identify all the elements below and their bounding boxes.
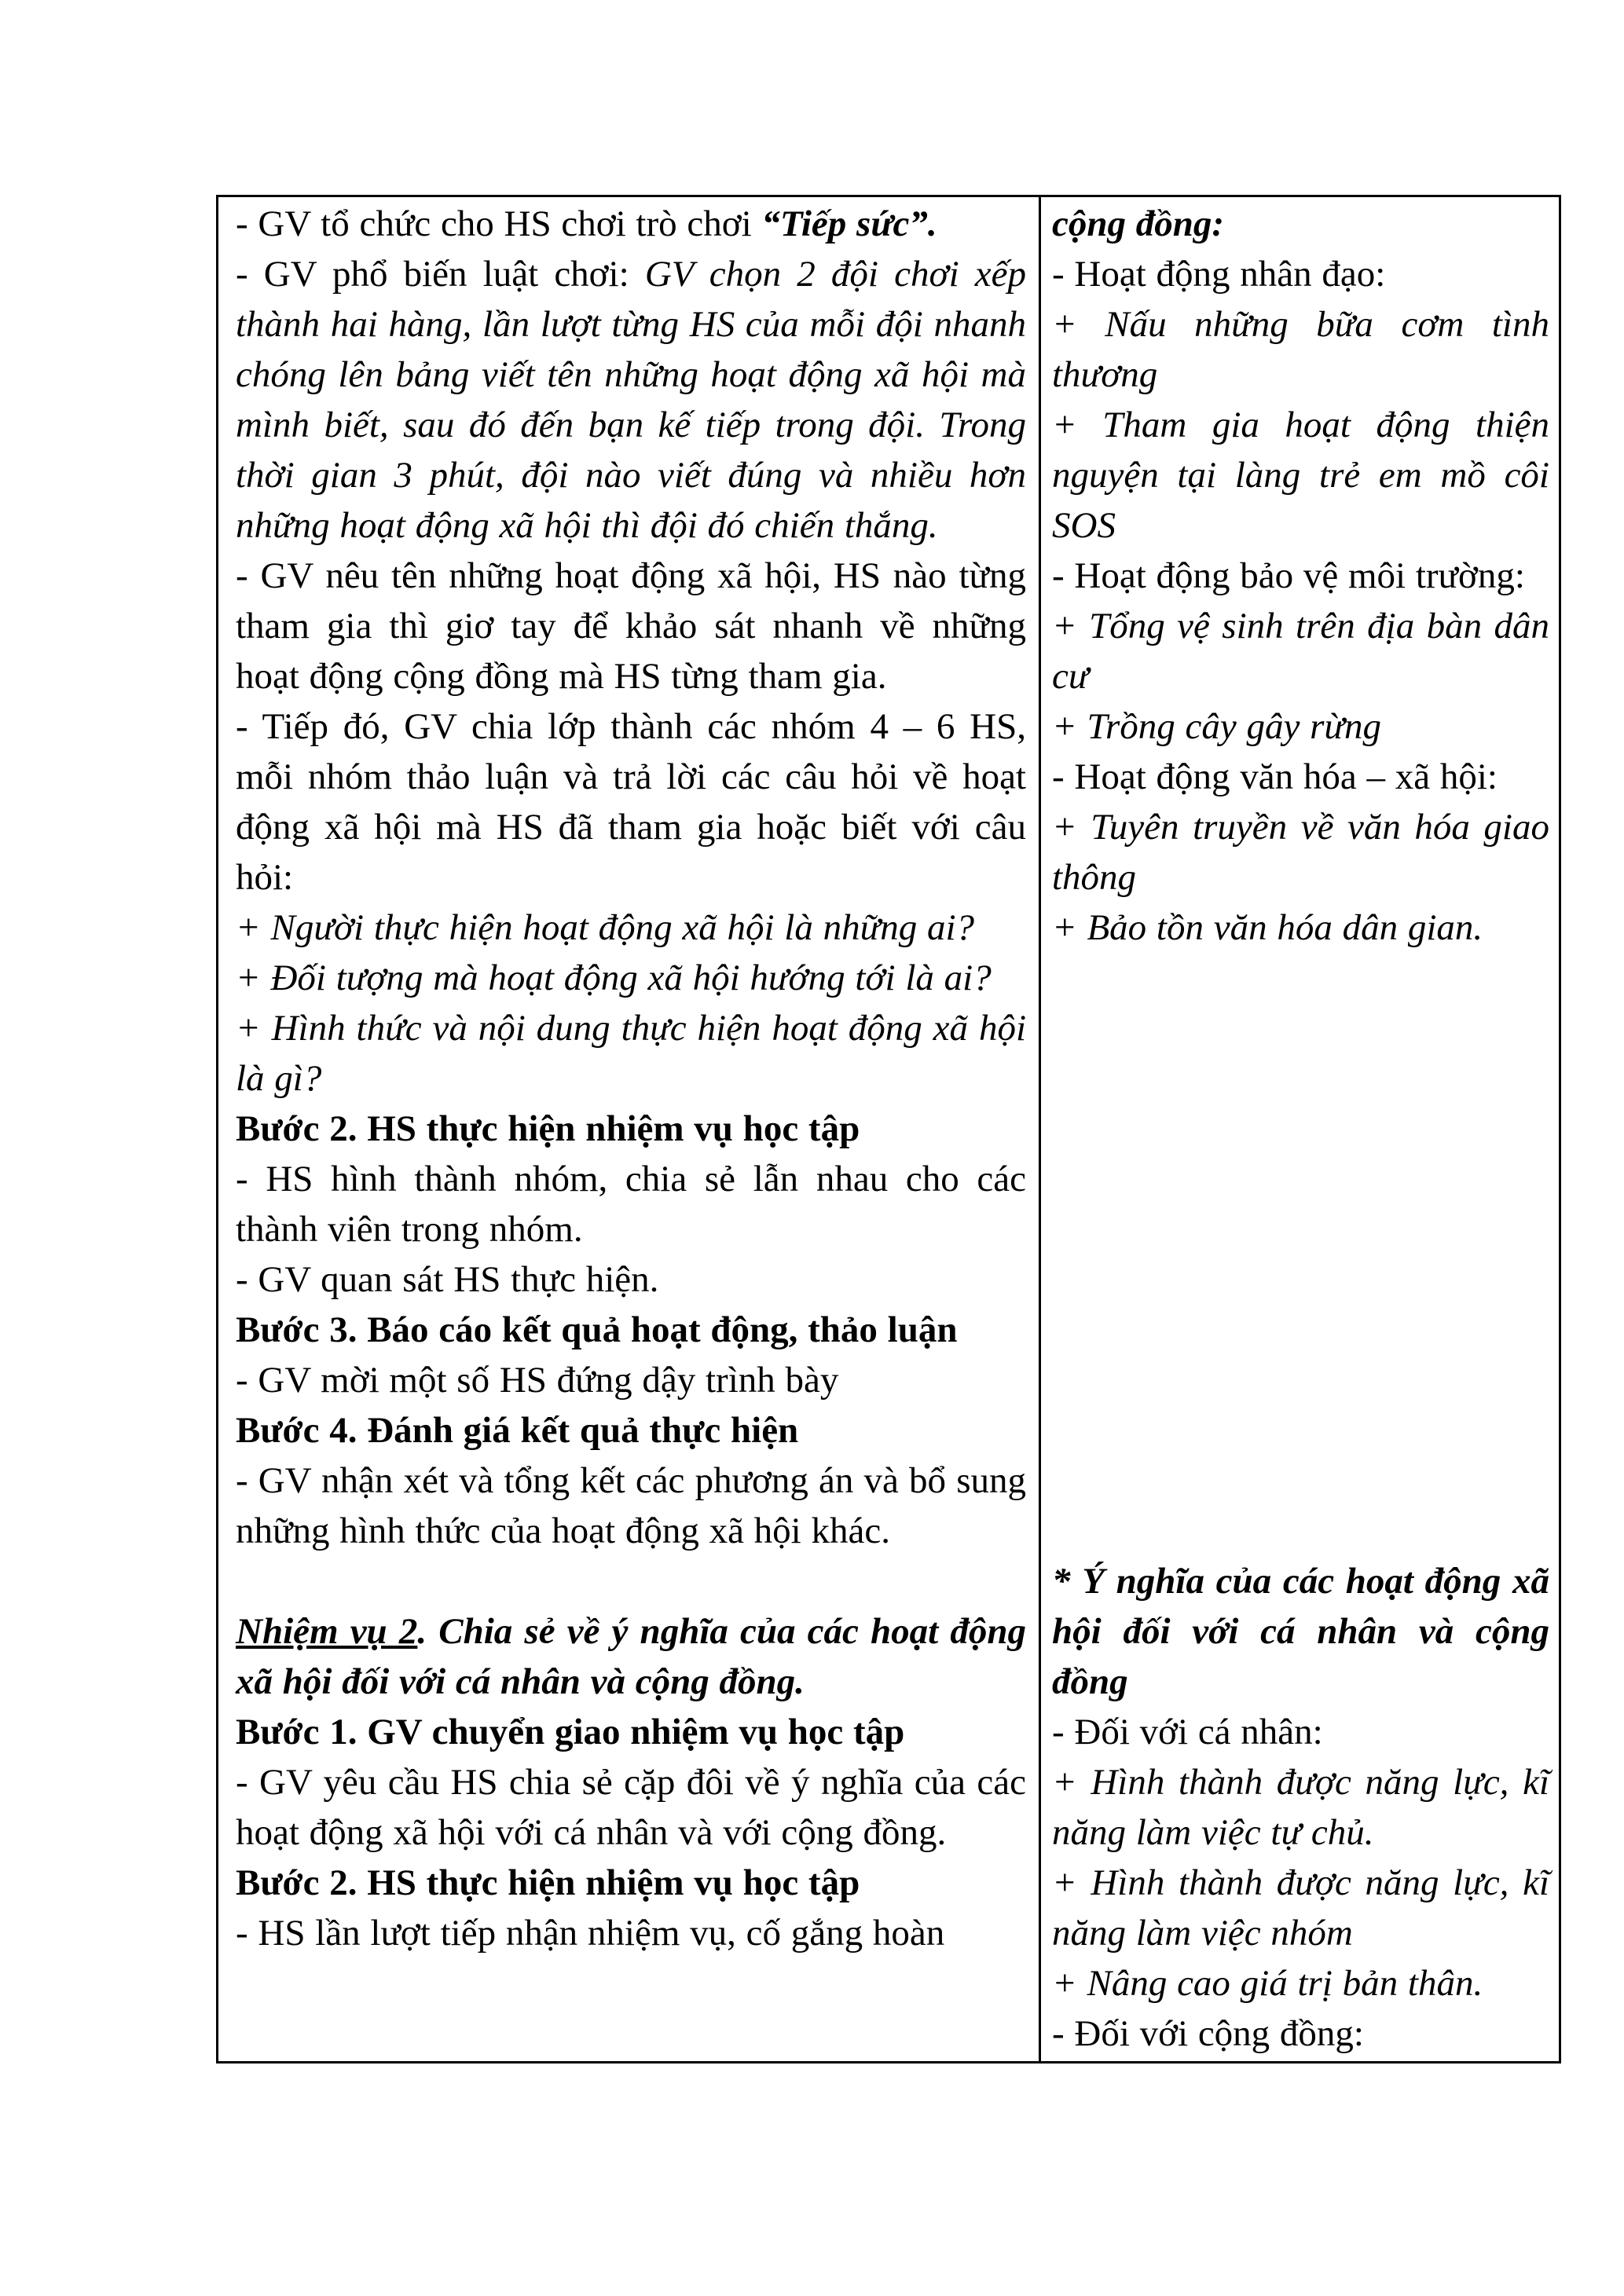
text-segment: Nhiệm vụ 2: [236, 1611, 418, 1652]
text-segment: + Hình thành được năng lực, kĩ năng làm việc tự chủ.: [1052, 1762, 1549, 1853]
paragraph: [1052, 1757, 1549, 1858]
paragraph: [236, 1757, 1026, 1858]
text-segment: - GV nhận xét và tổng kết các phương án và bổ sung những hình thức của hoạt động xã hội khác.: [236, 1460, 1026, 1551]
paragraph: [1052, 551, 1549, 601]
text-segment: - GV quan sát HS thực hiện.: [236, 1259, 659, 1300]
paragraph: [1052, 601, 1549, 701]
paragraph: [236, 1908, 1026, 1958]
paragraph: [1052, 199, 1549, 249]
paragraph: [236, 1305, 1026, 1355]
text-segment: - HS lần lượt tiếp nhận nhiệm vụ, cố gắng hoàn: [236, 1913, 945, 1954]
text-segment: GV chọn 2 đội chơi xếp thành hai hàng, lần lượt từng HS của mỗi đội nhanh chóng lên bảng viết tên những hoạt động xã hội mà mình biết, sau đó đến bạn kế tiếp trong đội. Trong thời gian 3 phút, đội nào viết đúng và nhiều hơn những hoạt động xã hội thì đội đó chiến thắng.: [236, 254, 1026, 546]
text-segment: “Tiếp sức”.: [761, 203, 937, 244]
text-segment: + Hình thành được năng lực, kĩ năng làm việc nhóm: [1052, 1862, 1549, 1954]
text-segment: - Tiếp đó, GV chia lớp thành các nhóm 4 – 6 HS, mỗi nhóm thảo luận và trả lời các câu hỏi về hoạt động xã hội mà HS đã tham gia hoặc biết với câu hỏi:: [236, 706, 1026, 898]
text-segment: - GV nêu tên những hoạt động xã hội, HS nào từng tham gia thì giơ tay để khảo sát nhanh về những hoạt động cộng đồng mà HS từng tham gia.: [236, 555, 1026, 697]
paragraph: [1052, 400, 1549, 551]
text-segment: + Người thực hiện hoạt động xã hội là những ai?: [236, 907, 975, 948]
text-segment: + Trồng cây gây rừng: [1052, 706, 1382, 747]
text-segment: - Đối với cá nhân:: [1052, 1712, 1323, 1752]
text-segment: Bước 2. HS thực hiện nhiệm vụ học tập: [236, 1862, 860, 1903]
text-segment: - GV yêu cầu HS chia sẻ cặp đôi về ý nghĩa của các hoạt động xã hội với cá nhân và với cộng đồng.: [236, 1762, 1026, 1853]
paragraph: [236, 199, 1026, 249]
paragraph: [236, 1858, 1026, 1908]
text-segment: + Đối tượng mà hoạt động xã hội hướng tới là ai?: [236, 958, 992, 998]
table-column-content: [1041, 197, 1559, 2061]
lesson-plan-table: [216, 195, 1561, 2063]
paragraph: [236, 551, 1026, 701]
paragraph: [236, 1456, 1026, 1556]
text-segment: Bước 4. Đánh giá kết quả thực hiện: [236, 1410, 799, 1451]
paragraph: [1052, 752, 1549, 802]
text-segment: + Hình thức và nội dung thực hiện hoạt động xã hội là gì?: [236, 1008, 1026, 1099]
paragraph: [236, 701, 1026, 903]
paragraph: [1052, 1556, 1549, 1707]
paragraph: [236, 249, 1026, 551]
paragraph: [236, 1606, 1026, 1707]
table-column-activities: [218, 197, 1041, 2061]
text-segment: . Chia sẻ về ý nghĩa của các hoạt động xã hội đối với cá nhân và cộng đồng.: [236, 1611, 1026, 1702]
text-segment: - GV phổ biến luật chơi:: [236, 254, 645, 295]
paragraph: [236, 1003, 1026, 1104]
paragraph: [236, 1154, 1026, 1254]
text-segment: * Ý nghĩa của các hoạt động xã hội đối với cá nhân và cộng đồng: [1052, 1561, 1549, 1702]
paragraph: [236, 903, 1026, 953]
paragraph: [1052, 1858, 1549, 1958]
text-segment: + Tuyên truyền về văn hóa giao thông: [1052, 807, 1549, 898]
text-segment: Bước 3. Báo cáo kết quả hoạt động, thảo luận: [236, 1309, 958, 1350]
text-segment: + Tham gia hoạt động thiện nguyện tại làng trẻ em mồ côi SOS: [1052, 405, 1549, 546]
text-segment: - Hoạt động văn hóa – xã hội:: [1052, 756, 1498, 797]
paragraph: [236, 1556, 1026, 1606]
text-segment: + Nâng cao giá trị bản thân.: [1052, 1963, 1483, 2004]
paragraph: [1052, 249, 1549, 299]
text-segment: - GV tổ chức cho HS chơi trò chơi: [236, 203, 762, 244]
text-segment: - Hoạt động bảo vệ môi trường:: [1052, 555, 1525, 596]
paragraph: [1052, 802, 1549, 903]
column-spacer: [1052, 953, 1549, 1556]
paragraph: [1052, 1958, 1549, 2009]
text-segment: - Hoạt động nhân đạo:: [1052, 254, 1386, 295]
text-segment: + Nấu những bữa cơm tình thương: [1052, 304, 1549, 395]
paragraph: [236, 1355, 1026, 1405]
paragraph: [236, 1405, 1026, 1456]
text-segment: + Tổng vệ sinh trên địa bàn dân cư: [1052, 606, 1549, 697]
text-segment: cộng đồng:: [1052, 203, 1225, 244]
text-segment: - Đối với cộng đồng:: [1052, 2013, 1364, 2054]
paragraph: [236, 1254, 1026, 1305]
paragraph: [236, 953, 1026, 1003]
paragraph: [1052, 1707, 1549, 1757]
text-segment: Bước 2. HS thực hiện nhiệm vụ học tập: [236, 1108, 860, 1149]
paragraph: [1052, 299, 1549, 400]
text-segment: Bước 1. GV chuyển giao nhiệm vụ học tập: [236, 1712, 905, 1752]
paragraph: [1052, 701, 1549, 752]
text-segment: + Bảo tồn văn hóa dân gian.: [1052, 907, 1483, 948]
paragraph: [236, 1104, 1026, 1154]
text-segment: - GV mời một số HS đứng dậy trình bày: [236, 1360, 839, 1401]
paragraph: [236, 1707, 1026, 1757]
text-segment: - HS hình thành nhóm, chia sẻ lẫn nhau cho các thành viên trong nhóm.: [236, 1159, 1026, 1250]
paragraph: [1052, 903, 1549, 953]
paragraph: [1052, 2009, 1549, 2059]
